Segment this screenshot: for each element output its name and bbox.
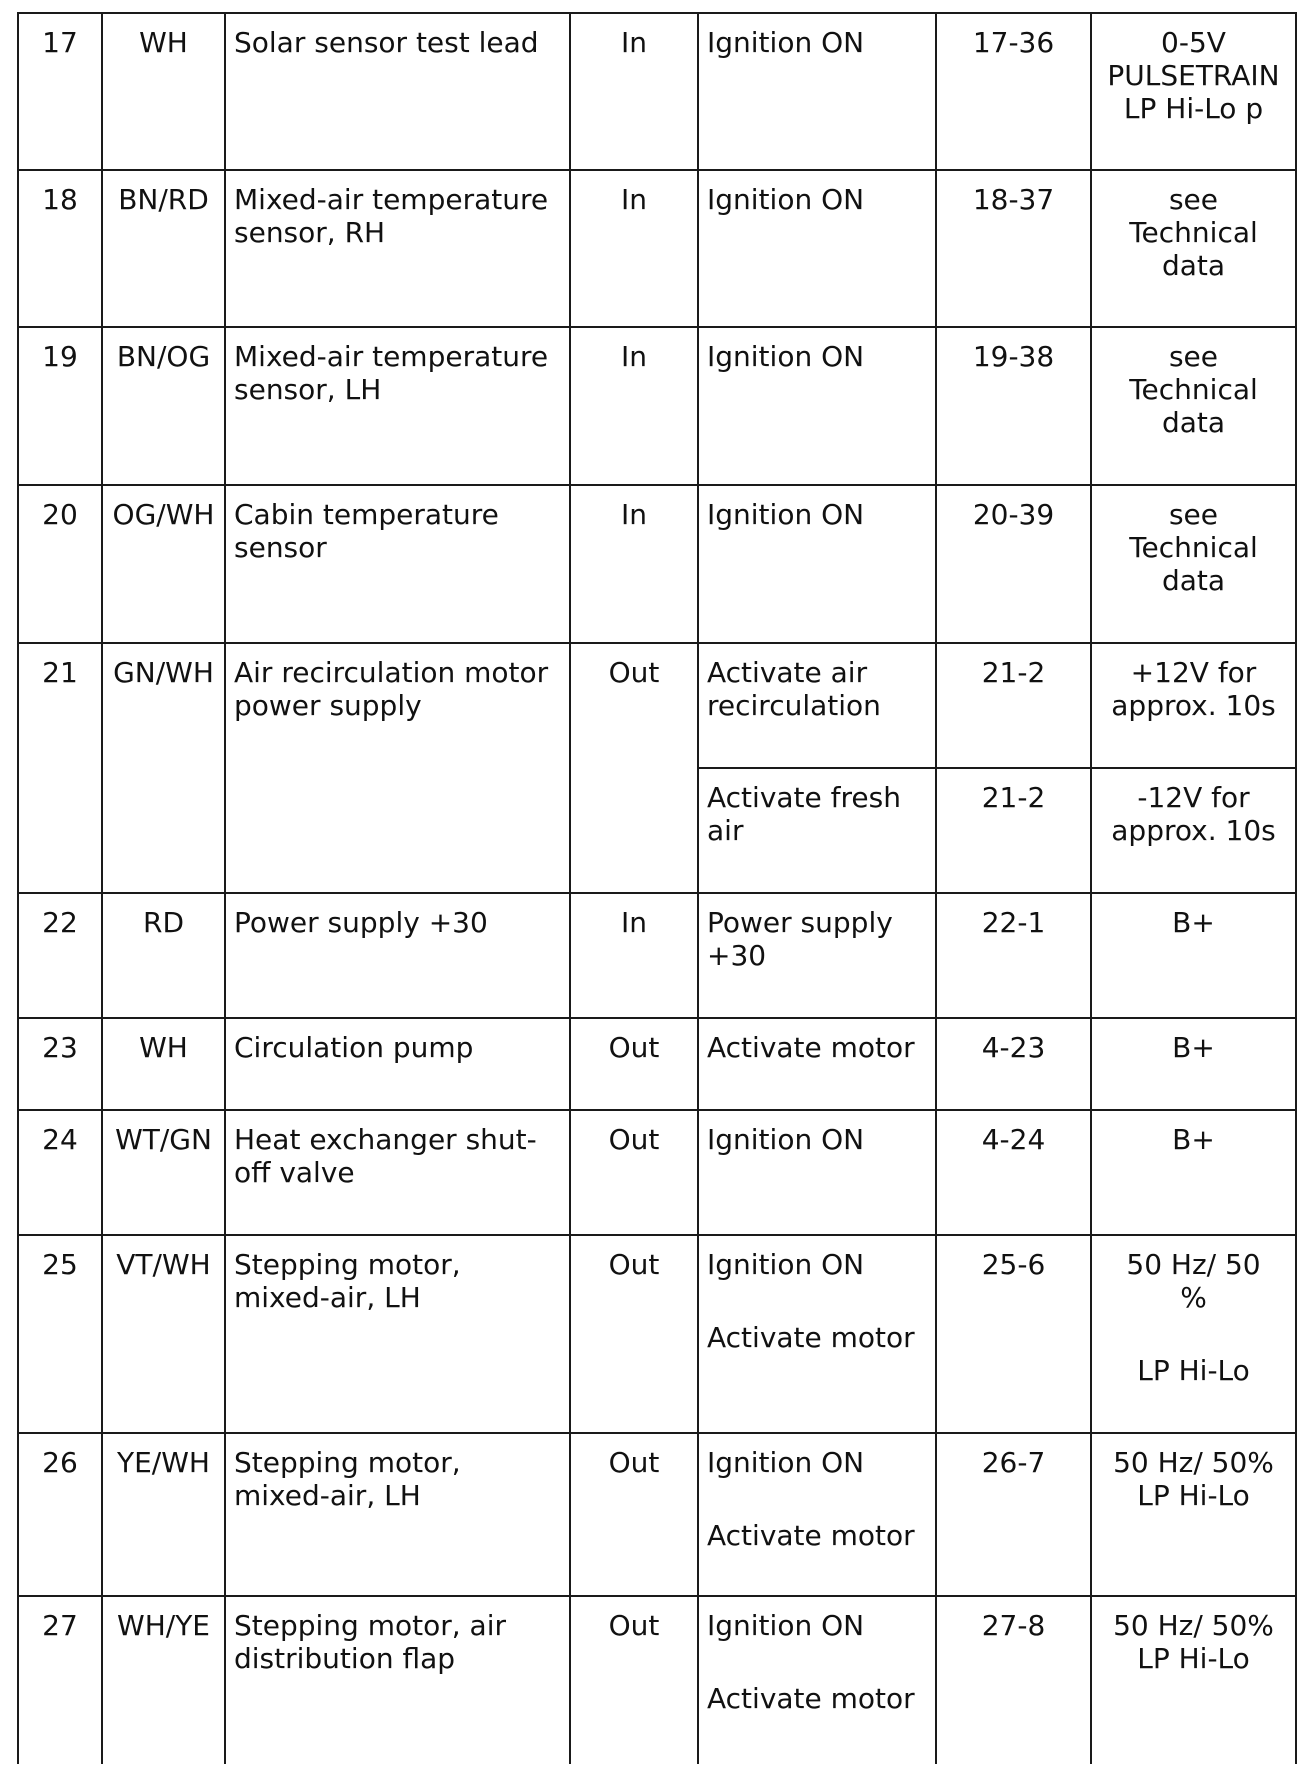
test-condition: Ignition ON: [698, 485, 936, 643]
signal-direction: In: [570, 170, 698, 327]
table-row: [18, 1110, 1296, 1235]
wire-color: BN/OG: [102, 327, 225, 485]
wire-color: WH: [102, 1018, 225, 1110]
pin-number: 18: [18, 170, 102, 327]
nominal-value: see Technical data: [1091, 170, 1296, 327]
wire-color: WT/GN: [102, 1110, 225, 1235]
pin-assignment-table: [17, 12, 1297, 1764]
test-pins: 21-2: [936, 643, 1091, 768]
signal-direction: Out: [570, 643, 698, 893]
nominal-value: 50 Hz/ 50% LP Hi-Lo: [1091, 1433, 1296, 1596]
component-description: Cabin temperature sensor: [225, 485, 570, 643]
test-condition: Ignition ON: [698, 13, 936, 170]
wire-color: BN/RD: [102, 170, 225, 327]
wire-color: WH/YE: [102, 1596, 225, 1764]
component-description: Air recirculation motor power supply: [225, 643, 570, 893]
test-condition: Ignition ON: [698, 1110, 936, 1235]
signal-direction: Out: [570, 1018, 698, 1110]
test-condition: Ignition ON: [698, 170, 936, 327]
signal-direction: Out: [570, 1596, 698, 1764]
pin-number: 19: [18, 327, 102, 485]
component-description: Solar sensor test lead: [225, 13, 570, 170]
table-row: [18, 13, 1296, 170]
table-row: [18, 1596, 1296, 1764]
test-pins: 4-23: [936, 1018, 1091, 1110]
component-description: Stepping motor, mixed-air, LH: [225, 1235, 570, 1433]
component-description: Stepping motor, mixed-air, LH: [225, 1433, 570, 1596]
test-pins: 27-8: [936, 1596, 1091, 1764]
test-pins: 20-39: [936, 485, 1091, 643]
table-row: [18, 1235, 1296, 1433]
test-condition: Ignition ON Activate motor: [698, 1596, 936, 1764]
test-pins: 21-2: [936, 768, 1091, 893]
pin-number: 24: [18, 1110, 102, 1235]
pin-number: 20: [18, 485, 102, 643]
table-row: [18, 893, 1296, 1018]
nominal-value: see Technical data: [1091, 485, 1296, 643]
component-description: Mixed-air temperature sensor, RH: [225, 170, 570, 327]
wire-color: WH: [102, 13, 225, 170]
test-pins: 18-37: [936, 170, 1091, 327]
table-row: [18, 485, 1296, 643]
nominal-value: -12V for approx. 10s: [1091, 768, 1296, 893]
pin-number: 17: [18, 13, 102, 170]
pin-number: 27: [18, 1596, 102, 1764]
signal-direction: Out: [570, 1110, 698, 1235]
wire-color: YE/WH: [102, 1433, 225, 1596]
test-pins: 25-6: [936, 1235, 1091, 1433]
nominal-value: 50 Hz/ 50% LP Hi-Lo: [1091, 1596, 1296, 1764]
nominal-value: 0-5V PULSETRAIN LP Hi-Lo p: [1091, 13, 1296, 170]
pin-number: 23: [18, 1018, 102, 1110]
signal-direction: Out: [570, 1235, 698, 1433]
test-pins: 17-36: [936, 13, 1091, 170]
table-row: [18, 327, 1296, 485]
nominal-value: B+: [1091, 1018, 1296, 1110]
component-description: Heat exchanger shut-off valve: [225, 1110, 570, 1235]
table-row: [18, 1018, 1296, 1110]
table-row: [18, 170, 1296, 327]
test-condition: Ignition ON Activate motor: [698, 1235, 936, 1433]
test-condition: Activate air recirculation: [698, 643, 936, 768]
pin-number: 21: [18, 643, 102, 893]
test-pins: 26-7: [936, 1433, 1091, 1596]
wire-color: OG/WH: [102, 485, 225, 643]
component-description: Power supply +30: [225, 893, 570, 1018]
wire-color: GN/WH: [102, 643, 225, 893]
component-description: Mixed-air temperature sensor, LH: [225, 327, 570, 485]
test-condition: Activate fresh air: [698, 768, 936, 893]
test-pins: 22-1: [936, 893, 1091, 1018]
nominal-value: B+: [1091, 893, 1296, 1018]
test-condition: Activate motor: [698, 1018, 936, 1110]
test-pins: 4-24: [936, 1110, 1091, 1235]
signal-direction: In: [570, 327, 698, 485]
test-condition: Ignition ON: [698, 327, 936, 485]
pin-number: 25: [18, 1235, 102, 1433]
test-condition: Ignition ON Activate motor: [698, 1433, 936, 1596]
nominal-value: 50 Hz/ 50 % LP Hi-Lo: [1091, 1235, 1296, 1433]
pin-number: 22: [18, 893, 102, 1018]
test-pins: 19-38: [936, 327, 1091, 485]
signal-direction: In: [570, 13, 698, 170]
component-description: Stepping motor, air distribution flap: [225, 1596, 570, 1764]
wire-color: RD: [102, 893, 225, 1018]
nominal-value: see Technical data: [1091, 327, 1296, 485]
signal-direction: In: [570, 485, 698, 643]
table-row: [18, 643, 1296, 768]
signal-direction: In: [570, 893, 698, 1018]
wire-color: VT/WH: [102, 1235, 225, 1433]
test-condition: Power supply +30: [698, 893, 936, 1018]
pin-number: 26: [18, 1433, 102, 1596]
signal-direction: Out: [570, 1433, 698, 1596]
nominal-value: +12V for approx. 10s: [1091, 643, 1296, 768]
component-description: Circulation pump: [225, 1018, 570, 1110]
nominal-value: B+: [1091, 1110, 1296, 1235]
table-row: [18, 1433, 1296, 1596]
